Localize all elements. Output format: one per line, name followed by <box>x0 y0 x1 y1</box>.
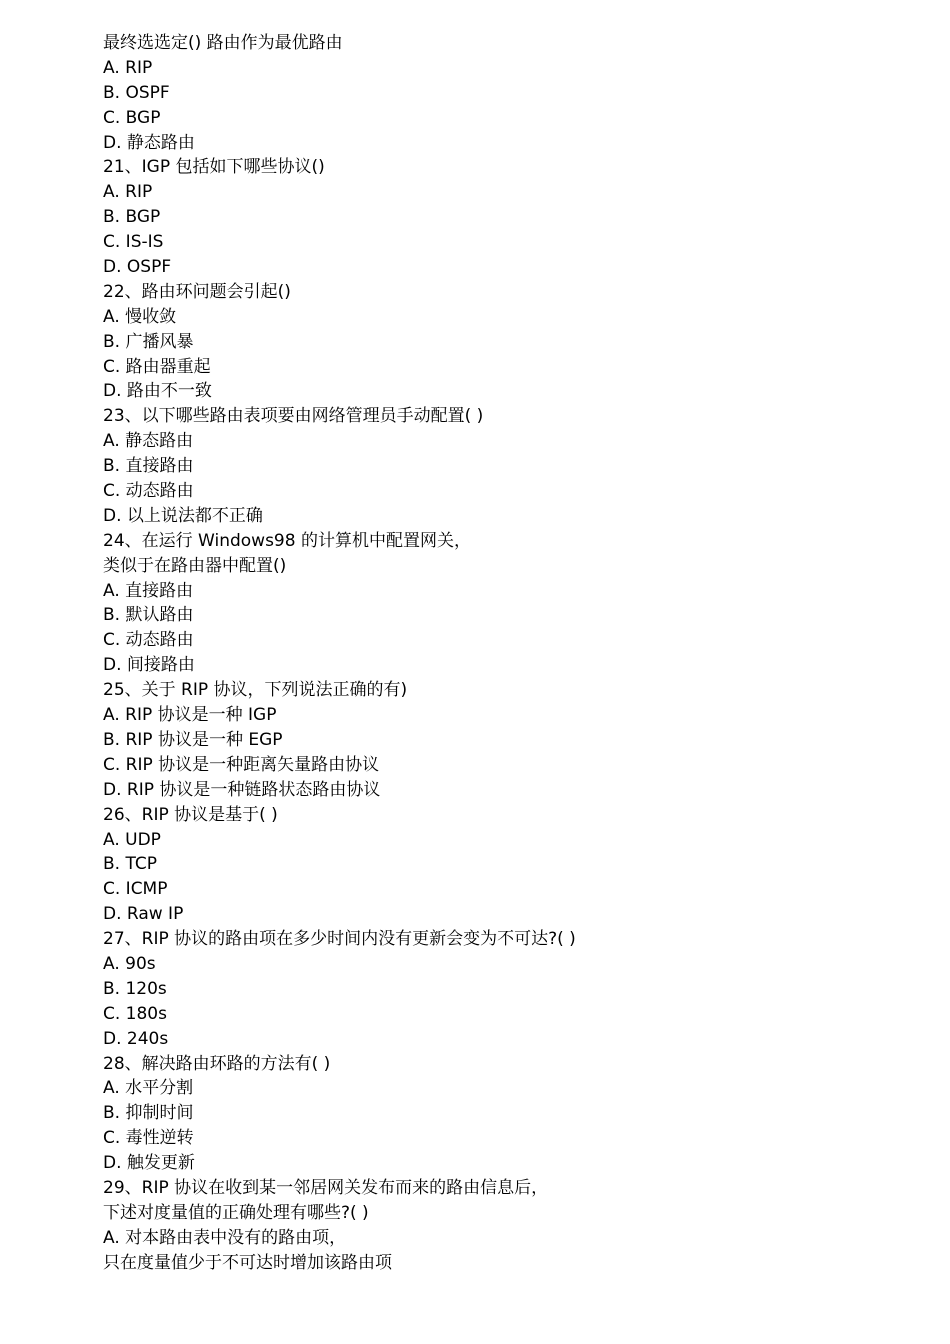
text-line: A. 对本路由表中没有的路由项， <box>103 1227 347 1248</box>
text-line: B. OSPF <box>103 82 170 103</box>
text-line: A. 直接路由 <box>103 580 194 601</box>
text-line: C. 动态路由 <box>103 481 194 502</box>
text-line: C. 动态路由 <box>103 630 194 651</box>
text-line: B. 广播风暴 <box>103 331 194 352</box>
text-line: C. IS-IS <box>103 232 164 253</box>
text-line: C. 路由器重起 <box>103 356 211 377</box>
text-line: 21、IGP 包括如下哪些协议() <box>103 157 325 178</box>
text-line: 类似于在路由器中配置() <box>103 555 287 576</box>
text-line: A. RIP <box>103 182 153 203</box>
text-line: B. 默认路由 <box>103 605 194 626</box>
text-line: 28、解决路由环路的方法有( ) <box>103 1053 331 1074</box>
text-line: 下述对度量值的正确处理有哪些?( ) <box>103 1202 369 1223</box>
text-line: D. Raw IP <box>103 904 184 925</box>
text-line: A. 90s <box>103 953 156 974</box>
text-line: A. UDP <box>103 829 161 850</box>
text-line: D. OSPF <box>103 257 172 278</box>
text-line: C. RIP 协议是一种距离矢量路由协议 <box>103 754 380 775</box>
text-line: 最终选选定() 路由作为最优路由 <box>103 33 343 53</box>
text-line: 22、路由环问题会引起() <box>103 281 291 302</box>
text-line: D. 静态路由 <box>103 132 195 153</box>
text-line: D. 240s <box>103 1028 169 1049</box>
text-line: B. RIP 协议是一种 EGP <box>103 729 283 750</box>
text-line: B. 120s <box>103 978 167 999</box>
text-line: C. 180s <box>103 1003 167 1024</box>
text-line: D. 触发更新 <box>103 1153 195 1174</box>
text-line: D. 路由不一致 <box>103 381 212 402</box>
text-line: A. RIP <box>103 57 153 78</box>
text-line: 27、RIP 协议的路由项在多少时间内没有更新会变为不可达?( ) <box>103 929 576 950</box>
text-line: A. RIP 协议是一种 IGP <box>103 705 277 726</box>
text-line: 25、关于 RIP 协议，下列说法正确的有) <box>103 680 408 701</box>
text-line: C. BGP <box>103 107 161 128</box>
text-line: 26、RIP 协议是基于( ) <box>103 804 278 825</box>
text-line: A. 静态路由 <box>103 431 194 452</box>
text-line: A. 慢收敛 <box>103 306 177 327</box>
text-line: A. 水平分割 <box>103 1078 194 1099</box>
text-line: D. RIP 协议是一种链路状态路由协议 <box>103 779 381 800</box>
text-line: B. 直接路由 <box>103 456 194 477</box>
text-line: 29、RIP 协议在收到某一邻居网关发布而来的路由信息后， <box>103 1177 549 1198</box>
text-line: B. 抑制时间 <box>103 1103 194 1124</box>
text-line: D. 间接路由 <box>103 655 195 676</box>
text-line: B. TCP <box>103 854 157 875</box>
text-line: C. ICMP <box>103 879 168 900</box>
text-line: B. BGP <box>103 207 161 228</box>
text-line: 23、以下哪些路由表项要由网络管理员手动配置( ) <box>103 406 484 427</box>
text-line: D. 以上说法都不正确 <box>103 505 263 526</box>
document-body <box>103 31 903 1276</box>
text-line: 24、在运行 Windows98 的计算机中配置网关， <box>103 530 471 551</box>
text-line: C. 毒性逆转 <box>103 1128 194 1149</box>
text-line: 只在度量值少于不可达时增加该路由项 <box>103 1252 392 1273</box>
